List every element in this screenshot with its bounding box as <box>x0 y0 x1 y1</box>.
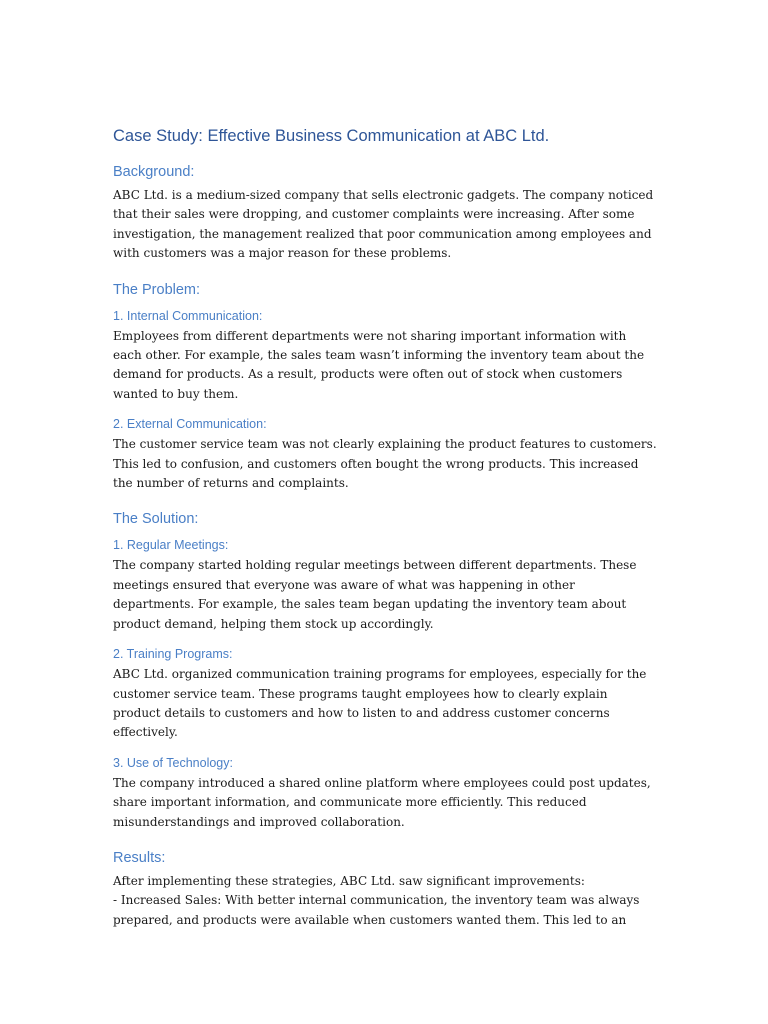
section-heading-results: Results: <box>113 849 166 866</box>
paragraph-regular-meetings: The company started holding regular meetings between different departments. These meetings ensured that everyone was aware of what was happening in other departments. For example, the sales team began updating the inventory team about product demand, helping them stock up accordingly. <box>113 558 637 631</box>
paragraph-external-communication: The customer service team was not clearly explaining the product features to customers. This led to confusion, and customers often bought the wrong products. This increased the number of returns and complaints. <box>113 437 657 491</box>
paragraph-internal-communication: Employees from different departments were not sharing important information with each other. For example, the sales team wasn’t informing the inventory team about the demand for products. As a result, products were often out of stock when customers wanted to buy them. <box>113 328 645 401</box>
section-problem <box>113 280 658 494</box>
document-body <box>113 124 658 942</box>
subheading-use-of-technology: 3. Use of Technology: <box>113 755 233 770</box>
section-heading-background: Background: <box>113 164 195 180</box>
subheading-training-programs: 2. Training Programs: <box>113 647 233 662</box>
results-intro: After implementing these strategies, ABC Ltd. saw significant improvements: <box>113 873 585 888</box>
subheading-external-communication: 2. External Communication: <box>113 417 267 432</box>
paragraph-use-of-technology: The company introduced a shared online platform where employees could post updates, share important information, and communicate more efficiently. This reduced misunderstandings and improved collaboration. <box>113 775 651 829</box>
paragraph-training-programs: ABC Ltd. organized communication training programs for employees, especially for the customer service team. These programs taught employees how to clearly explain product details to customers and how to listen to and address customer concerns effectively. <box>113 667 647 740</box>
subheading-internal-communication: 1. Internal Communication: <box>113 308 263 323</box>
document-title: Case Study: Effective Business Communication at ABC Ltd. <box>113 127 550 145</box>
paragraph-background: ABC Ltd. is a medium-sized company that sells electronic gadgets. The company noticed that their sales were dropping, and customer complaints were increasing. After some investigation, the management realized that poor communication among employees and with customers was a major reason for these problems. <box>113 188 654 261</box>
section-solution <box>113 509 658 831</box>
results-bullet-increased-sales: - Increased Sales: With better internal communication, the inventory team was always prepared, and products were available when customers wanted them. This led to an <box>113 893 640 927</box>
subheading-regular-meetings: 1. Regular Meetings: <box>113 538 229 553</box>
paragraph-results <box>113 872 658 930</box>
section-heading-problem: The Problem: <box>113 281 201 298</box>
section-results <box>113 848 658 930</box>
section-background <box>113 162 658 264</box>
section-heading-solution: The Solution: <box>113 511 199 528</box>
